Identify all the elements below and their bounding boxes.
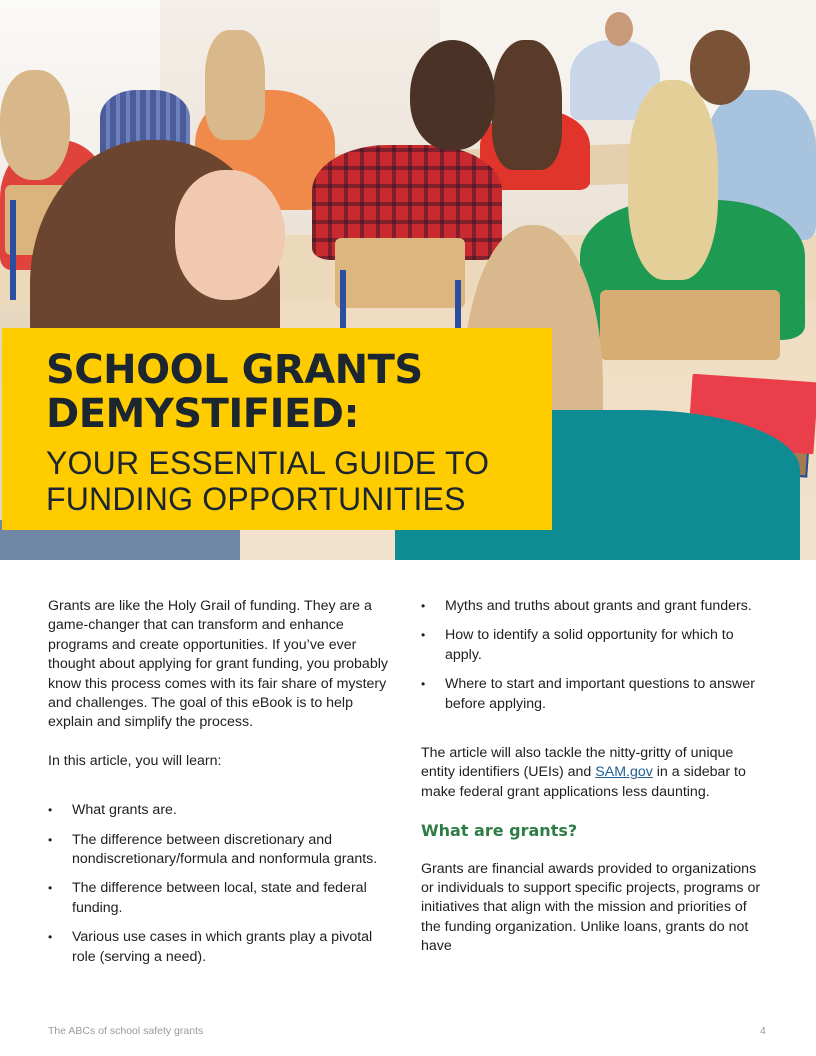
bullet-icon: • bbox=[48, 930, 53, 945]
photo-chair bbox=[600, 290, 780, 360]
title-line-2: DEMYSTIFIED: bbox=[46, 391, 360, 437]
photo-student-face bbox=[175, 170, 285, 300]
list-item: • Various use cases in which grants play a pivotal role (serving a need). bbox=[48, 929, 373, 965]
bullet-icon: • bbox=[421, 677, 426, 692]
photo-student-hair bbox=[0, 70, 70, 180]
right-column bbox=[421, 597, 766, 957]
photo-student-head bbox=[410, 40, 495, 150]
learning-list bbox=[48, 801, 398, 967]
page-subtitle bbox=[46, 445, 489, 517]
list-item: • Where to start and important questions to answer before applying. bbox=[421, 676, 755, 712]
bullet-icon: • bbox=[48, 881, 53, 896]
photo-chair-leg bbox=[10, 200, 16, 300]
bullet-icon: • bbox=[421, 628, 426, 643]
footer-document-title: The ABCs of school safety grants bbox=[48, 1025, 204, 1037]
subtitle-line-1: YOUR ESSENTIAL GUIDE TO bbox=[46, 445, 490, 481]
list-item: • The difference between discretionary and nondiscretionary/formula and nonformula grants. bbox=[48, 831, 378, 868]
title-line-1: SCHOOL GRANTS bbox=[46, 347, 423, 393]
photo-teacher-head bbox=[605, 12, 633, 46]
photo-chair bbox=[335, 238, 465, 308]
bullet-icon: • bbox=[421, 599, 426, 613]
title-banner bbox=[2, 328, 552, 530]
subtitle-line-2: FUNDING OPPORTUNITIES bbox=[46, 481, 466, 517]
page-number: 4 bbox=[760, 1025, 766, 1037]
list-item: • What grants are. bbox=[48, 801, 398, 820]
learn-lead: In this article, you will learn: bbox=[48, 752, 222, 769]
section-body: Grants are financial awards provided to organizations or individuals to support specific projects, programs or initiatives that align with the mission and priorities of the funding organization. Unlike loans, grants do not have bbox=[421, 860, 761, 955]
section-heading: What are grants? bbox=[421, 821, 578, 841]
photo-student-hair bbox=[492, 40, 562, 170]
photo-student-hair bbox=[205, 30, 265, 140]
list-item: • Myths and truths about grants and grant funders. bbox=[421, 597, 766, 616]
sam-gov-link[interactable]: SAM.gov bbox=[595, 764, 653, 781]
sidebar-note-paragraph: The article will also tackle the nitty-gritty of unique entity identifiers (UEIs) and SAM.gov in a sidebar to make federal grant applications less daunting. bbox=[421, 745, 746, 800]
list-item: • How to identify a solid opportunity for which to apply. bbox=[421, 627, 734, 663]
intro-paragraph: Grants are like the Holy Grail of funding. They are a game-changer that can transform and enhance programs and create opportunities. If you’ve ever thought about applying for grant funding, you probably know this process comes with its fair share of mystery and challenges. The goal of this eBook is to help explain and simplify the process. bbox=[48, 598, 388, 731]
bullet-icon: • bbox=[48, 803, 53, 818]
photo-student-hair bbox=[628, 80, 718, 280]
photo-chair-leg bbox=[340, 270, 346, 330]
list-item: • The difference between local, state and federal funding. bbox=[48, 880, 367, 916]
photo-chair-leg bbox=[455, 280, 461, 335]
bullet-icon: • bbox=[48, 832, 53, 847]
learning-list-continued bbox=[421, 597, 766, 714]
page-title bbox=[46, 348, 423, 436]
left-column bbox=[48, 597, 398, 977]
